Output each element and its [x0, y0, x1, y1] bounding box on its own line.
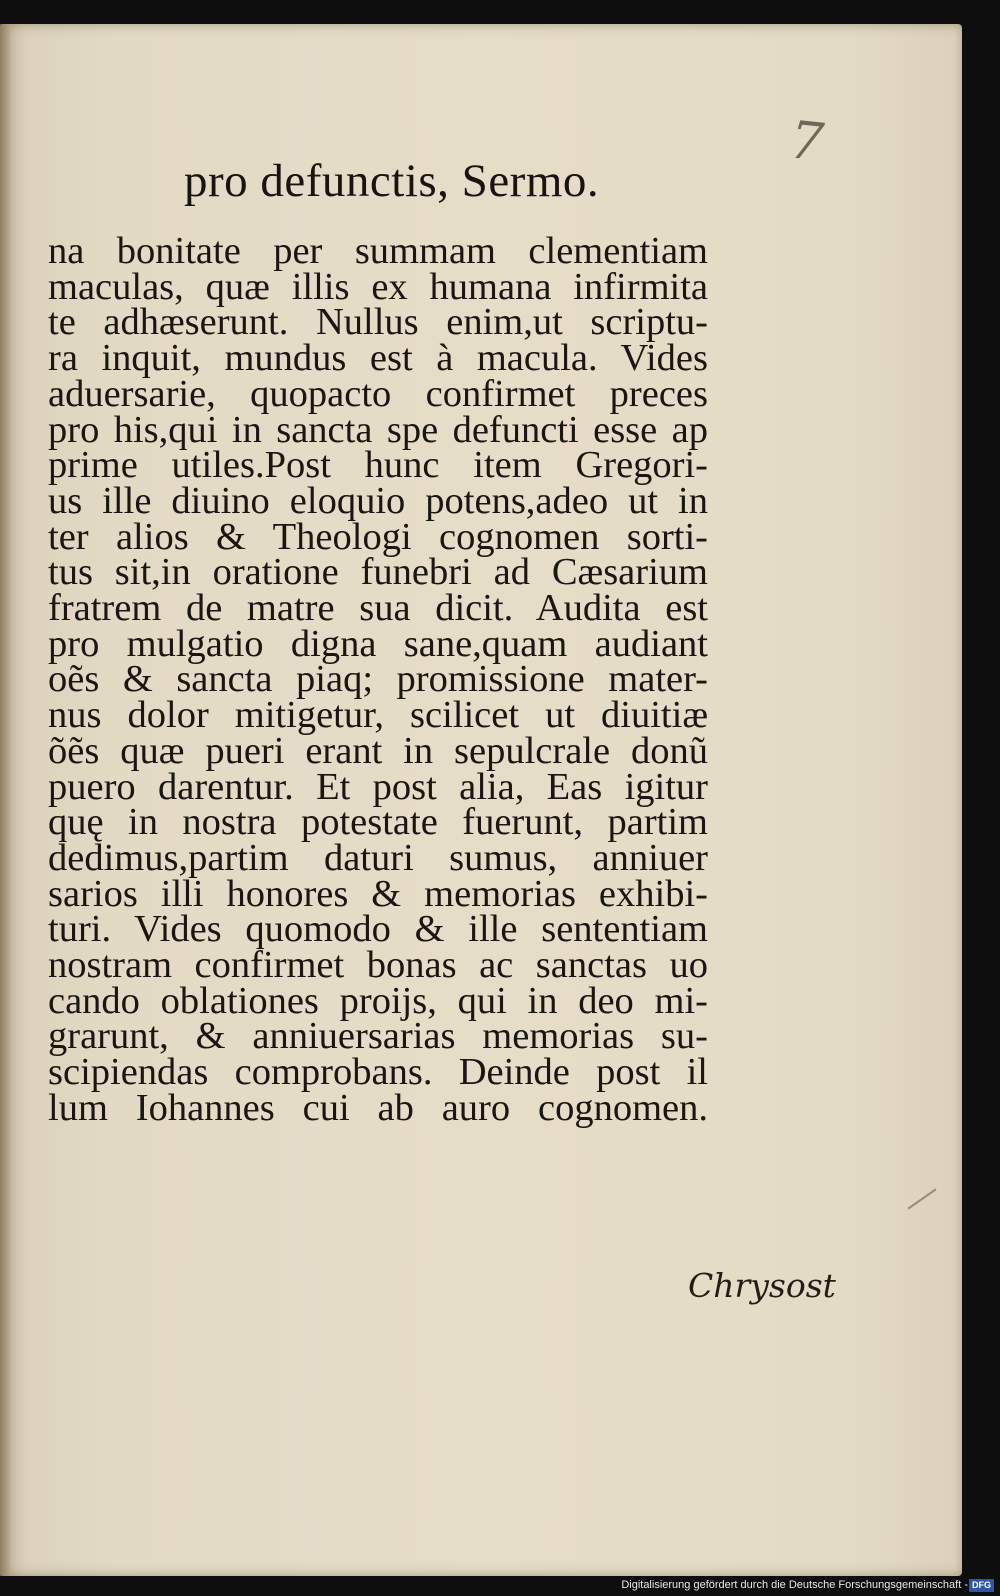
text-line: tus sit,in oratione funebri ad Cæsarium	[48, 551, 708, 594]
text-line: oẽs & sancta piaq; promissione mater-	[48, 658, 708, 701]
text-line: dedimus,partim daturi sumus, anniuer	[48, 836, 708, 879]
text-line: grarunt, & anniuersarias memorias su-	[48, 1015, 708, 1058]
running-head: pro defunctis, Sermo.	[184, 155, 600, 207]
text-line: ter alios & Theologi cognomen sorti-	[48, 515, 708, 558]
text-line: pro mulgatio digna sane,quam audiant	[48, 622, 708, 665]
text-line: aduersarie, quopacto confirmet preces	[48, 372, 708, 415]
body-text	[48, 230, 708, 1129]
text-line: us ille diuino eloquio potens,adeo ut in	[48, 479, 708, 522]
text-line: pro his,qui in sancta spe defuncti esse ap	[48, 408, 708, 451]
folio-number: 7	[786, 110, 827, 174]
dfg-logo: DFG	[969, 1579, 994, 1592]
text-line: prime utiles.Post hunc item Gregori-	[48, 444, 708, 487]
text-line: õẽs quæ pueri erant in sepulcrale donũ	[48, 729, 708, 772]
text-line: cando oblationes proĳs, qui in deo mi-	[48, 979, 708, 1022]
text-line: quę in nostra potestate fuerunt, partim	[48, 801, 708, 844]
text-line: te adhæserunt. Nullus enim,ut scriptu-	[48, 301, 708, 344]
text-line: scipiendas comprobans. Deinde post il	[48, 1051, 708, 1094]
text-line: turi. Vides quomodo & ille sententiam	[48, 908, 708, 951]
text-line: maculas, quæ illis ex humana infirmita	[48, 265, 708, 308]
text-line: ra inquit, mundus est à macula. Vides	[48, 337, 708, 380]
footer-credit: Digitalisierung gefördert durch die Deutsche Forschungsgemeinschaft -	[621, 1579, 968, 1591]
text-line: sarios illi honores & memorias exhibi-	[48, 872, 708, 915]
margin-note: Chrysost	[688, 1266, 836, 1305]
text-line: lum Iohannes cui ab auro cognomen.	[48, 1086, 708, 1129]
text-line: na bonitate per summam clementiam	[48, 230, 708, 272]
text-line: nus dolor mitigetur, scilicet ut diuitiæ	[48, 694, 708, 737]
page-gutter-shadow	[0, 24, 10, 1576]
text-line: fratrem de matre sua dicit. Audita est	[48, 587, 708, 630]
text-line: nostram confirmet bonas ac sanctas uo	[48, 944, 708, 987]
text-line: puero darentur. Et post alia, Eas igitur	[48, 765, 708, 808]
